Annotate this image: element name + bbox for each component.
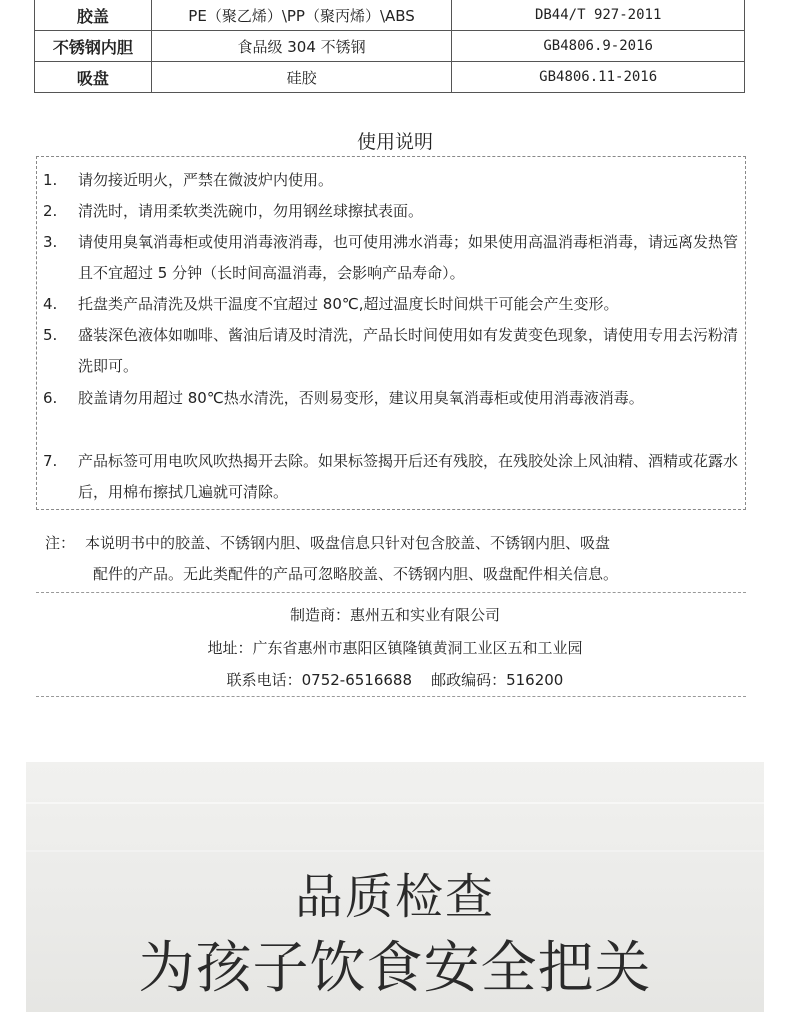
instruction-item	[43, 320, 739, 382]
materials-table	[34, 0, 745, 93]
note-prefix: 注：	[45, 534, 76, 552]
divider	[36, 696, 746, 697]
item-text: 胶盖请勿用超过 80℃热水清洗，否则易变形，建议用臭氧消毒柜或使用消毒液消毒。	[78, 389, 644, 407]
material-cell: PE（聚乙烯）\PP（聚丙烯）\ABS	[151, 0, 452, 31]
item-number: 3.	[43, 233, 58, 251]
instruction-item	[43, 227, 739, 289]
item-number: 1.	[43, 171, 58, 189]
material-cell: 硅胶	[151, 62, 452, 93]
fabric-texture	[26, 802, 764, 804]
instruction-item	[43, 196, 739, 227]
fabric-texture	[26, 850, 764, 852]
standard-cell: GB4806.11-2016	[452, 62, 745, 93]
instructions-title: 使用说明	[356, 131, 433, 153]
note-line-1: 本说明书中的胶盖、不锈钢内胆、吸盘信息只针对包含胶盖、不锈钢内胆、吸盘	[85, 534, 611, 552]
contact-info: 联系电话：0752-6516688 邮政编码：516200	[226, 671, 564, 689]
item-text: 清洗时，请用柔软类洗碗巾，勿用钢丝球擦拭表面。	[78, 202, 424, 220]
item-text: 请勿接近明火，严禁在微波炉内使用。	[78, 171, 334, 189]
standard-cell: GB4806.9-2016	[452, 31, 745, 62]
instruction-item	[43, 165, 739, 196]
divider	[36, 592, 746, 593]
address: 地址：广东省惠州市惠阳区镇隆镇黄洞工业区五和工业园	[207, 639, 583, 657]
note-line-2: 配件的产品。无此类配件的产品可忽略胶盖、不锈钢内胆、吸盘配件相关信息。	[93, 565, 619, 583]
material-cell: 食品级 304 不锈钢	[151, 31, 452, 62]
table-row	[35, 62, 745, 93]
item-number: 4.	[43, 295, 58, 313]
item-number: 6.	[43, 389, 58, 407]
item-text: 盛装深色液体如咖啡、酱油后请及时清洗，产品长时间使用如有发黄变色现象，请使用专用去污粉清洗即可。	[78, 326, 739, 375]
banner-subheading: 为孩子饮食安全把关	[138, 936, 652, 1001]
item-text: 产品标签可用电吹风吹热揭开去除。如果标签揭开后还有残胶，在残胶处涂上风油精、酒精或花露水后，用棉布擦拭几遍就可清除。	[78, 452, 739, 501]
banner-heading: 品质检查	[294, 869, 495, 925]
instruction-item	[43, 446, 739, 508]
part-cell: 不锈钢内胆	[35, 31, 152, 62]
item-number: 2.	[43, 202, 58, 220]
table-row	[35, 31, 745, 62]
item-number: 7.	[43, 452, 58, 470]
part-cell: 胶盖	[35, 0, 152, 31]
part-cell: 吸盘	[35, 62, 152, 93]
instructions-box	[36, 156, 746, 510]
item-number: 5.	[43, 326, 58, 344]
instruction-item	[43, 289, 739, 320]
instruction-item	[43, 383, 739, 414]
item-text: 托盘类产品清洗及烘干温度不宜超过 80℃,超过温度长时间烘干可能会产生变形。	[78, 295, 619, 313]
standard-cell: DB44/T 927-2011	[452, 0, 745, 31]
item-text: 请使用臭氧消毒柜或使用消毒液消毒，也可使用沸水消毒；如果使用高温消毒柜消毒，请远离发热管且不宜超过 5 分钟（长时间高温消毒，会影响产品寿命）。	[78, 233, 739, 282]
table-row	[35, 0, 745, 31]
manufacturer: 制造商：惠州五和实业有限公司	[289, 606, 500, 624]
